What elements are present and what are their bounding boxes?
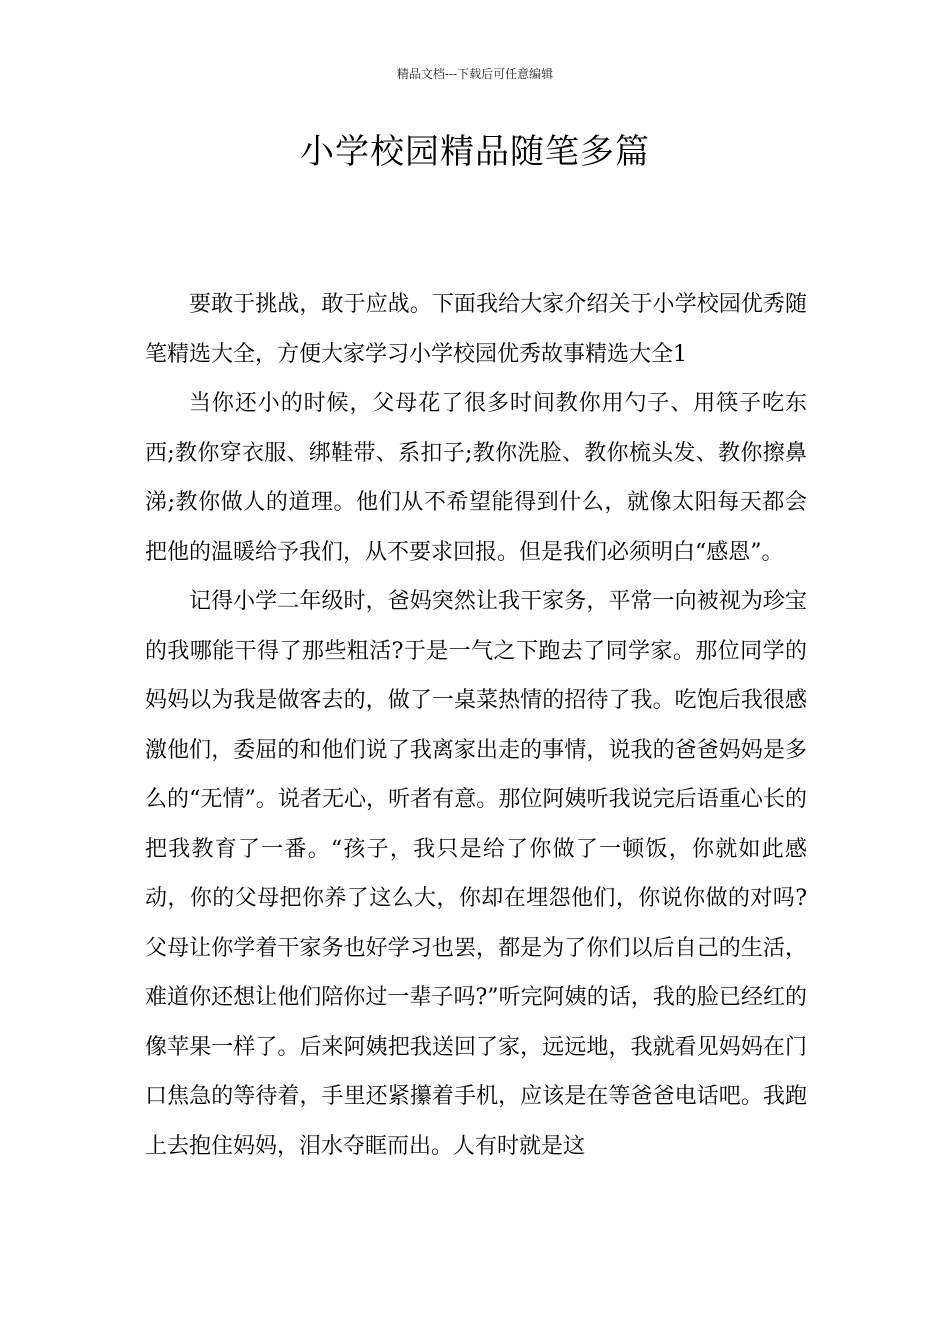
header-note: 精品文档---下载后可任意编辑	[396, 67, 554, 81]
body-text	[145, 280, 807, 1171]
paragraph-intro: 要敢于挑战，敢于应战。下面我给大家介绍关于小学校园优秀随笔精选大全，方便大家学习小学校园优秀故事精选大全1	[145, 292, 807, 367]
paragraph-story: 记得小学二年级时，爸妈突然让我干家务，平常一向被视为珍宝的我哪能干得了那些粗活?于是一气之下跑去了同学家。那位同学的妈妈以为我是做客去的，做了一桌菜热情的招待了我。吃饱后我很感激他们，委屈的和他们说了我离家出走的事情，说我的爸爸妈妈是多么的“无情”。说者无心，听者有意。那位阿姨听我说完后语重心长的把我教育了一番。“孩子，我只是给了你做了一顿饭，你就如此感动，你的父母把你养了这么大，你却在埋怨他们，你说你做的对吗?父母让你学着干家务也好学习也罢，都是为了你们以后自己的生活，难道你还想让他们陪你过一辈子吗?”听完阿姨的话，我的脸已经红的像苹果一样了。后来阿姨把我送回了家，远远地，我就看见妈妈在门口焦急的等待着，手里还紧攥着手机，应该是在等爸爸电话吧。我跑上去抱住妈妈，泪水夺眶而出。人有时就是这	[145, 589, 807, 1159]
page-title: 小学校园精品随笔多篇	[300, 132, 650, 172]
paragraph-gratitude: 当你还小的时候，父母花了很多时间教你用勺子、用筷子吃东西;教你穿衣服、绑鞋带、系扣子;教你洗脸、教你梳头发、教你擦鼻涕;教你做人的道理。他们从不希望能得到什么，就像太阳每天都会把他的温暖给予我们，从不要求回报。但是我们必须明白“感恩”。	[145, 391, 807, 565]
